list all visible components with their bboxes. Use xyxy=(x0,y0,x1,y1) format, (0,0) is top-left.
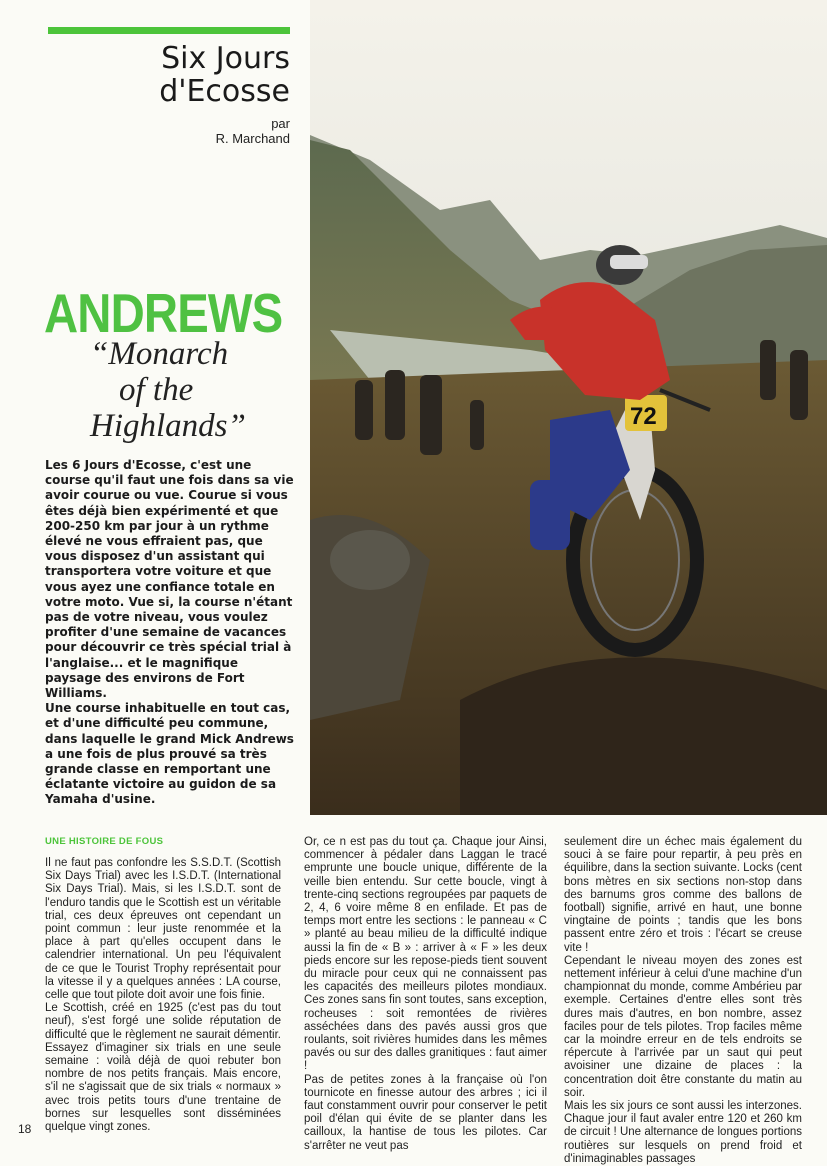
body-paragraph: seulement dire un échec mais également du souci à se faire pour repartir, à peu près en équilibre, dans la section suivante. Locks (cent bons mètres en six sections non-stop dans des barnums gros comme des ballons de football) signifie, arrivé en haut, une bonne vingtaine de points ; tandis que les bons passent entre zéro et trois : l'écart se creuse vite ! xyxy=(564,836,802,954)
feature-kicker: ANDREWS xyxy=(44,282,283,344)
subtitle-line-1: “Monarch xyxy=(90,336,229,372)
rider-photo xyxy=(310,0,827,815)
body-column-1 xyxy=(45,836,281,1134)
section-heading: UNE HISTOIRE DE FOUS xyxy=(45,836,164,847)
subtitle-line-3: Highlands” xyxy=(90,408,246,444)
subtitle-line-2: of the xyxy=(119,372,194,408)
article-title xyxy=(159,42,290,108)
rider-photo-illustration xyxy=(310,0,827,815)
page-number: 18 xyxy=(18,1122,32,1136)
lead-paragraph-1: Les 6 Jours d'Ecosse, c'est une course qu'il faut une fois dans sa vie avoir courue ou vue. Courue si vous êtes déjà bien expérimenté et que 200-250 km par jour à un rythme élevé ne vous effraient pas, que vous disposez d'un assistant qui transportera votre voiture et que vous ayez une confiance totale en votre moto. Vue si, la course n'étant pas de votre niveau, vous voulez profiter d'une semaine de vacances pour découvrir ce très spécial trial à l'anglaise... et le magnifique paysage des environs de Fort Williams. xyxy=(45,458,294,701)
byline-par: par xyxy=(271,116,290,131)
body-paragraph: Mais les six jours ce sont aussi les interzones. Chaque jour il faut avaler entre 120 et 260 km de circuit ! Une alternance de longues portions routières sur lesquels on prend froid et d'inimaginables passages xyxy=(564,1100,802,1165)
byline-author: R. Marchand xyxy=(215,131,290,146)
body-column-2 xyxy=(304,836,547,1153)
feature-subtitle xyxy=(60,336,290,444)
title-line-1: Six Jours xyxy=(161,41,290,76)
title-line-2: d'Ecosse xyxy=(159,74,290,109)
body-paragraph: Cependant le niveau moyen des zones est nettement inférieur à celui d'une machine d'un championnat du monde, comme Ambérieu par exemple. Certaines d'entre elles sont très dures mais d'autres, en bon nombre, assez faciles pour de tels pilotes. Trop faciles même car la moindre erreur en de tels endroits se répercute à l'arrivée par un saut qui peut avoisiner une dizaine de places : la concentration doit être constante du matin au soir. xyxy=(564,954,802,1099)
body-column-3 xyxy=(564,836,802,1166)
body-paragraph: Le Scottish, créé en 1925 (c'est pas du tout neuf), s'est forgé une solide réputation de difficulté que le règlement ne saurait démentir. Essayez d'imaginer six trials en une seule semaine : voilà déjà de quoi rebuter bon nombre de nos petits français. Mais encore, s'il ne s'agissait que de six trials « normaux » avec trois petits tours d'une trentaine de bornes sur lesquelles sont disséminées quelque vingt zones. xyxy=(45,1002,281,1134)
lead-paragraph-2: Une course inhabituelle en tout cas, et d'une difficulté peu commune, dans laquelle le grand Mick Andrews a une fois de plus prouvé sa très grande classe en remportant une éclatante victoire au guidon de sa Yamaha d'usine. xyxy=(45,701,294,807)
lead-paragraph xyxy=(45,458,295,808)
body-paragraph: Il ne faut pas confondre les S.S.D.T. (Scottish Six Days Trial) avec les I.S.D.T. (International Six Days Trial). Mais, si les I.S.D.T. sont de l'enduro tandis que le Scottish est un véritable trial, ces deux épreuves ont cependant un point commun : leur juste renommée et la place à part qu'elles occupent dans le calendrier international. Un peu l'équivalent de ce que le Tourist Trophy représentait pour la vitesse il y a quelques années : LA course, celle que tout pilote doit avoir une fois finie. xyxy=(45,857,281,1002)
body-paragraph: Pas de petites zones à la française où l'on tournicote en finesse autour des arbres ; ici il faut constamment ouvrir pour conserver le petit poil d'élan qui évite de se planter dans les cailloux, la hantise de tous les pilotes. Car s'arrêter ne veut pas xyxy=(304,1073,547,1152)
green-accent-bar xyxy=(48,27,290,34)
plate-number: 72 xyxy=(630,403,657,430)
body-paragraph: Or, ce n est pas du tout ça. Chaque jour Ainsi, commencer à pédaler dans Laggan le tracé emprunte une boucle unique, différente de la veille bien entendu. Sur cette boucle, vingt à trente-cinq sections regroupées par paquets de 2, 4, 6 voire même 8 en enfilade. Et pas de temps mort entre les sections : le panneau « C » planté au beau milieu de la difficulté indique aussi la fin de « B » : arriver à « F » les deux pieds encore sur les repose-pieds tient souvent du miracle pour ceux qui ne connaissent pas les capacités des meilleurs pilotes mondiaux. Ces zones sans fin sont toutes, sans exception, rocheuses : soit remontées de rivières asséchées dans des pavés aussi gros que roulants, soit rivières humides dans les mêmes pavés ou sur des dalles granitiques : faut aimer ! xyxy=(304,836,547,1073)
byline xyxy=(216,116,290,146)
